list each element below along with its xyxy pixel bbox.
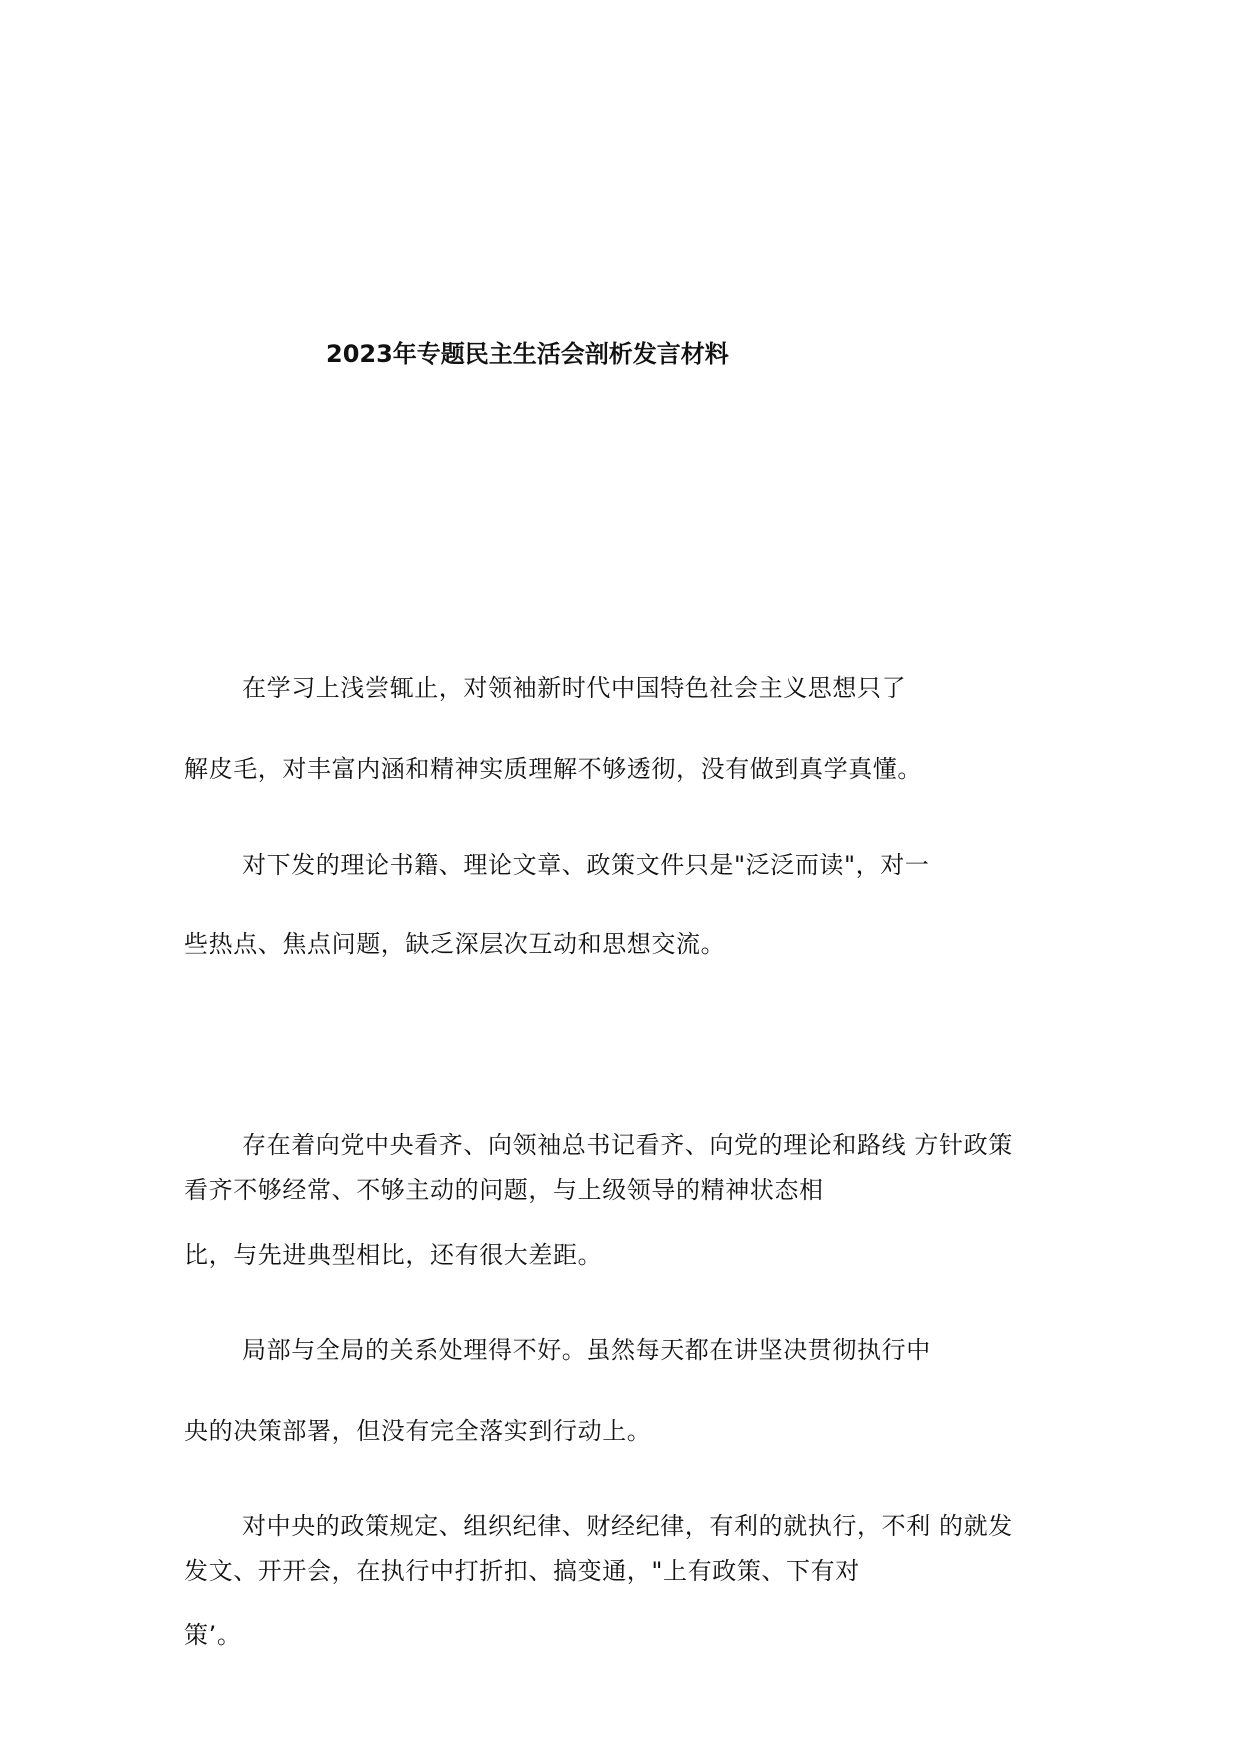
document-title: 2023年专题民主生活会剖析发言材料 — [326, 340, 729, 368]
paragraph-4-line-1: 局部与全局的关系处理得不好。虽然每天都在讲坚决贯彻执行中 — [242, 1336, 931, 1364]
paragraph-2-line-2: 些热点、焦点问题，缺乏深层次互动和思想交流。 — [184, 930, 726, 958]
paragraph-5-line-1: 对中央的政策规定、组织纪律、财经纪律，有利的就执行，不利 的就发 — [242, 1512, 1013, 1540]
paragraph-2-line-1: 对下发的理论书籍、理论文章、政策文件只是"泛泛而读"，对一 — [242, 851, 930, 879]
paragraph-5-line-2: 发文、开开会，在执行中打折扣、搞变通，"上有政策、下有对 — [184, 1557, 860, 1585]
paragraph-1-line-2: 解皮毛，对丰富内涵和精神实质理解不够透彻，没有做到真学真懂。 — [184, 755, 922, 783]
paragraph-3-line-3: 比，与先进典型相比，还有很大差距。 — [184, 1241, 603, 1269]
paragraph-1-line-1: 在学习上浅尝辄止，对领袖新时代中国特色社会主义思想只了 — [242, 674, 907, 702]
paragraph-5-line-3: 策’。 — [184, 1621, 242, 1649]
paragraph-3-line-1: 存在着向党中央看齐、向领袖总书记看齐、向党的理论和路线 方针政策 — [242, 1131, 1013, 1159]
paragraph-4-line-2: 央的决策部署，但没有完全落实到行动上。 — [184, 1417, 652, 1445]
paragraph-3-line-2: 看齐不够经常、不够主动的问题，与上级领导的精神状态相 — [184, 1176, 824, 1204]
